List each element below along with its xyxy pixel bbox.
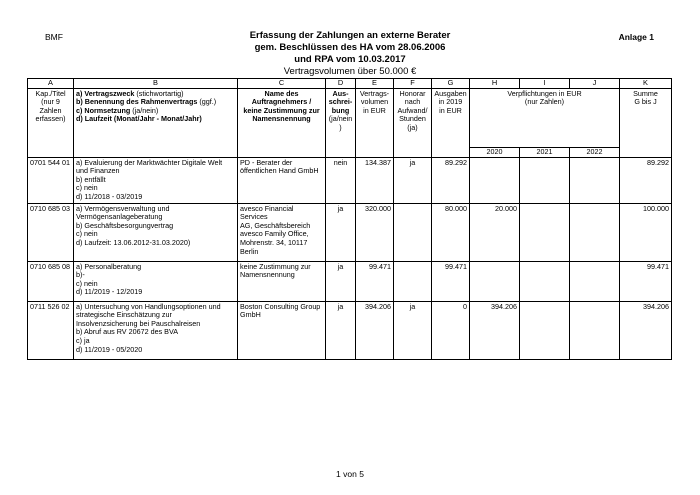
col-letter: J	[570, 79, 620, 89]
commitment-2021-cell	[520, 203, 570, 261]
tender-cell: nein	[326, 157, 356, 203]
ministry-label: BMF	[45, 32, 63, 42]
table-row	[28, 261, 672, 301]
kap-titel-cell: 0710 685 03	[28, 203, 74, 261]
expenses-2019-cell: 89.292	[432, 157, 470, 203]
header-kap-titel: Kap./Titel (nur 9 Zahlen erfassen)	[28, 88, 74, 157]
volume-cell: 99.471	[356, 261, 394, 301]
sum-cell: 100.000	[620, 203, 672, 261]
col-letter: F	[394, 79, 432, 89]
expenses-2019-cell: 80.000	[432, 203, 470, 261]
sum-cell: 394.206	[620, 301, 672, 359]
year-2021-header: 2021	[520, 147, 570, 157]
table-row	[28, 203, 672, 261]
contractor-cell: avesco Financial Services AG, Geschäftsbereich avesco Family Office, Mohrenstr. 34, 10117 Berlin	[238, 203, 326, 261]
kap-titel-cell: 0710 685 08	[28, 261, 74, 301]
fee-cell: ja	[394, 301, 432, 359]
commitment-2021-cell	[520, 157, 570, 203]
commitment-2022-cell	[570, 157, 620, 203]
kap-titel-cell: 0701 544 01	[28, 157, 74, 203]
page-number: 1 von 5	[336, 469, 364, 479]
volume-cell: 394.206	[356, 301, 394, 359]
header-vertragsvolumen: Vertrags- volumen in EUR	[356, 88, 394, 157]
volume-cell: 134.387	[356, 157, 394, 203]
contractor-cell: Boston Consulting Group GmbH	[238, 301, 326, 359]
header-auftragnehmer: Name des Auftragnehmers / keine Zustimmung zur Namensnennung	[238, 88, 326, 157]
sum-cell: 99.471	[620, 261, 672, 301]
col-letter: A	[28, 79, 74, 89]
purpose-cell: a) Untersuchung von Handlungsoptionen und strategische Einschätzung zur Insolvenzsicherung bei Pauschalreisen b) Abruf aus RV 20672 des BVA c) ja d) 11/2019 - 05/2020	[74, 301, 238, 359]
table-row	[28, 301, 672, 359]
header-ausschreibung: Aus- schrei- bung (ja/nein)	[326, 88, 356, 157]
commitment-2020-cell: 20.000	[470, 203, 520, 261]
header-vertragszweck: a) Vertragszweck (stichwortartig) b) Benennung des Rahmenvertrags (ggf.) c) Normsetzung (ja/nein) d) Laufzeit (Monat/Jahr - Monat/Jahr)	[74, 88, 238, 157]
tender-cell: ja	[326, 261, 356, 301]
col-letter: H	[470, 79, 520, 89]
fee-cell	[394, 261, 432, 301]
kap-titel-cell: 0711 526 02	[28, 301, 74, 359]
doc-title-line-2: gem. Beschlüssen des HA vom 28.06.2006	[254, 42, 446, 53]
contractor-cell: PD - Berater der öffentlichen Hand GmbH	[238, 157, 326, 203]
doc-title-line-1: Erfassung der Zahlungen an externe Berater	[249, 30, 451, 41]
purpose-cell: a) Personalberatung b)- c) nein d) 11/2019 - 12/2019	[74, 261, 238, 301]
year-2022-header: 2022	[570, 147, 620, 157]
col-letter: D	[326, 79, 356, 89]
volume-cell: 320.000	[356, 203, 394, 261]
commitment-2021-cell	[520, 301, 570, 359]
column-header-row	[28, 88, 672, 147]
commitment-2020-cell	[470, 261, 520, 301]
attachment-label: Anlage 1	[618, 32, 654, 42]
col-letter: G	[432, 79, 470, 89]
header-summe: Summe G bis J	[620, 88, 672, 157]
purpose-cell: a) Vermögensverwaltung und Vermögensanlageberatung b) Geschäftsbesorgungvertrag c) nein d) Laufzeit: 13.06.2012-31.03.2020)	[74, 203, 238, 261]
commitment-2022-cell	[570, 203, 620, 261]
expenses-2019-cell: 99.471	[432, 261, 470, 301]
fee-cell	[394, 203, 432, 261]
col-letter: K	[620, 79, 672, 89]
doc-subtitle: Vertragsvolumen über 50.000 €	[283, 66, 417, 77]
consultant-payments-table	[27, 78, 672, 360]
col-letter: E	[356, 79, 394, 89]
commitment-2020-cell: 394.206	[470, 301, 520, 359]
doc-title-line-3: und RPA vom 10.03.2017	[294, 54, 406, 65]
commitment-2020-cell	[470, 157, 520, 203]
col-letter: C	[238, 79, 326, 89]
column-letter-row	[28, 79, 672, 89]
fee-cell: ja	[394, 157, 432, 203]
tender-cell: ja	[326, 301, 356, 359]
col-letter: I	[520, 79, 570, 89]
header-honorar: Honorar nach Aufwand/ Stunden (ja)	[394, 88, 432, 157]
col-letter: B	[74, 79, 238, 89]
purpose-cell: a) Evaluierung der Marktwächter Digitale Welt und Finanzen b) entfällt c) nein d) 11/2018 - 03/2019	[74, 157, 238, 203]
header-verpflichtungen: Verpflichtungen in EUR (nur Zahlen)	[470, 88, 620, 147]
year-2020-header: 2020	[470, 147, 520, 157]
sum-cell: 89.292	[620, 157, 672, 203]
commitment-2022-cell	[570, 301, 620, 359]
commitment-2022-cell	[570, 261, 620, 301]
tender-cell: ja	[326, 203, 356, 261]
expenses-2019-cell: 0	[432, 301, 470, 359]
table-row	[28, 157, 672, 203]
contractor-cell: keine Zustimmung zur Namensnennung	[238, 261, 326, 301]
commitment-2021-cell	[520, 261, 570, 301]
header-ausgaben: Ausgaben in 2019 in EUR	[432, 88, 470, 157]
